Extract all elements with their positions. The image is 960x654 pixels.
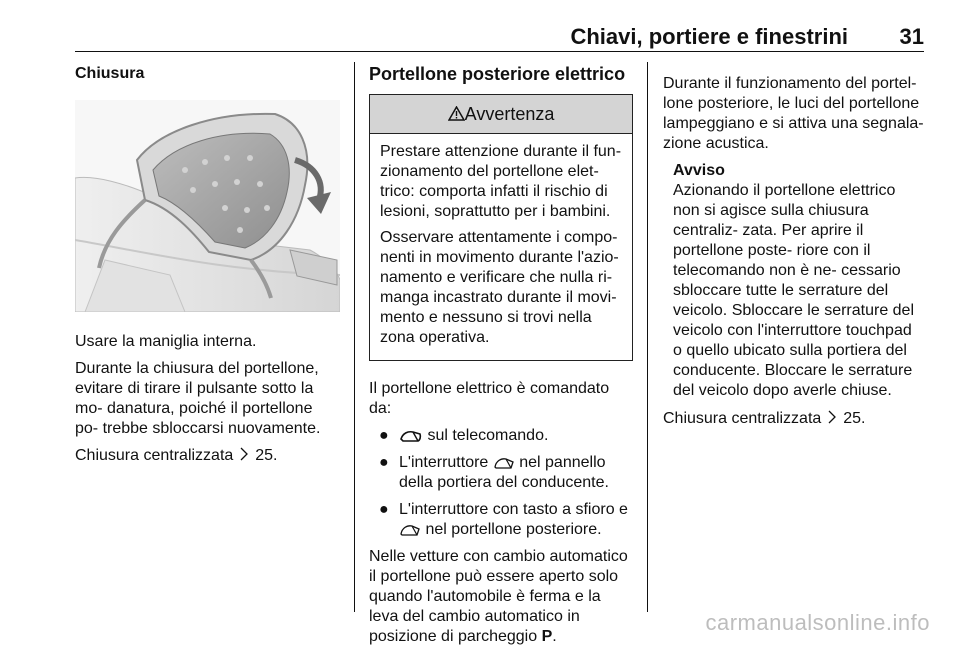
column-divider-left	[354, 62, 355, 612]
watermark: carmanualsonline.info	[705, 610, 930, 635]
note-box	[663, 161, 925, 401]
automatic-transmission-text	[369, 547, 633, 647]
page-reference-arrow-icon	[828, 410, 837, 424]
tailgate-switch-icon	[493, 456, 515, 470]
touchpad-switch-text-post: nel portellone posteriore.	[425, 521, 602, 538]
door-switch-text-post: nel pannello della portiera del conducente.	[399, 454, 609, 491]
caution-text: Durante la chiusura del portellone, evitare di tirare il pulsante sotto la mo- danatura, poiché il portellone po- trebbe sbloccarsi nuovamente.	[75, 360, 321, 437]
cross-reference-page: 25.	[255, 447, 278, 464]
list-item: ● sul telecomando.	[379, 427, 549, 444]
operation-signal-text: Durante il funzionamento del portel- lone posteriore, le luci del portellone lampeggiano e si attiva una segnala- zione acustica.	[663, 75, 924, 152]
column-closing	[75, 64, 340, 473]
sentence-end: .	[552, 628, 557, 645]
list-item: ● L'interruttore con tasto a sfioro e nel portellone posteriore.	[379, 501, 628, 538]
door-switch-text-pre: L'interruttore	[399, 454, 489, 471]
park-position-letter: P	[541, 628, 553, 645]
touchpad-switch-text-pre: L'interruttore con tasto a sfioro e	[399, 501, 628, 518]
warning-header	[370, 95, 632, 134]
cross-reference-label: Chiusura centralizzata	[663, 410, 822, 427]
cross-reference-label: Chiusura centralizzata	[75, 447, 234, 464]
remote-control-text: sul telecomando.	[427, 427, 549, 444]
section-heading-closing: Chiusura	[75, 65, 145, 82]
page-header-title: Chiavi, portiere e finestrini	[570, 24, 848, 49]
warning-triangle-icon	[448, 106, 465, 121]
warning-text-2: Osservare attentamente i compo- nenti in movimento durante l'azio- namento e verificare che nulla ri- manga incastrato durante il movi- mento e nessuno si trovi nella zona operativa.	[380, 229, 619, 346]
cross-reference	[75, 446, 340, 466]
cross-reference-page: 25.	[843, 410, 866, 427]
column-operation-notes	[663, 74, 925, 436]
column-power-tailgate	[369, 64, 633, 654]
header-rule	[75, 51, 924, 52]
tailgate-remote-icon	[399, 429, 423, 443]
tailgate-switch-icon	[399, 523, 421, 537]
controls-intro: Il portellone elettrico è comandato da:	[369, 380, 610, 417]
warning-box	[369, 94, 633, 361]
column-divider-right	[647, 62, 648, 612]
cross-reference	[663, 409, 925, 429]
page-reference-arrow-icon	[240, 447, 249, 461]
section-heading-power-tailgate: Portellone posteriore elettrico	[369, 64, 626, 84]
controls-list	[369, 426, 633, 540]
warning-text-1: Prestare attenzione durante il fun- zionamento del portellone elet- trico: comporta infatti il rischio di lesioni, soprattutto per i bambini.	[380, 143, 622, 220]
instruction-text: Usare la maniglia interna.	[75, 333, 257, 350]
automatic-transmission-main: Nelle vetture con cambio automatico il portellone può essere aperto solo quando l'automobile è ferma e la leva del cambio automatico in posizione di parcheggio	[369, 548, 628, 645]
note-text: Azionando il portellone elettrico non si agisce sulla chiusura centraliz- zata. Per aprire il portellone poste- riore con il telecomando non è ne- cessario sbloccare tutte le serrature del veicolo. Sbloccare le serrature del veicolo con l'interruttore touchpad o quello ubicato sulla portiera del conducente. Bloccare le serrature del veicolo dopo averle chiuse.	[673, 182, 915, 399]
page-number: 31	[899, 24, 924, 49]
tailgate-illustration	[75, 100, 340, 312]
warning-title: Avvertenza	[464, 104, 555, 124]
note-title: Avviso	[673, 162, 725, 179]
list-item: ● L'interruttore nel pannello della portiera del conducente.	[379, 454, 609, 491]
